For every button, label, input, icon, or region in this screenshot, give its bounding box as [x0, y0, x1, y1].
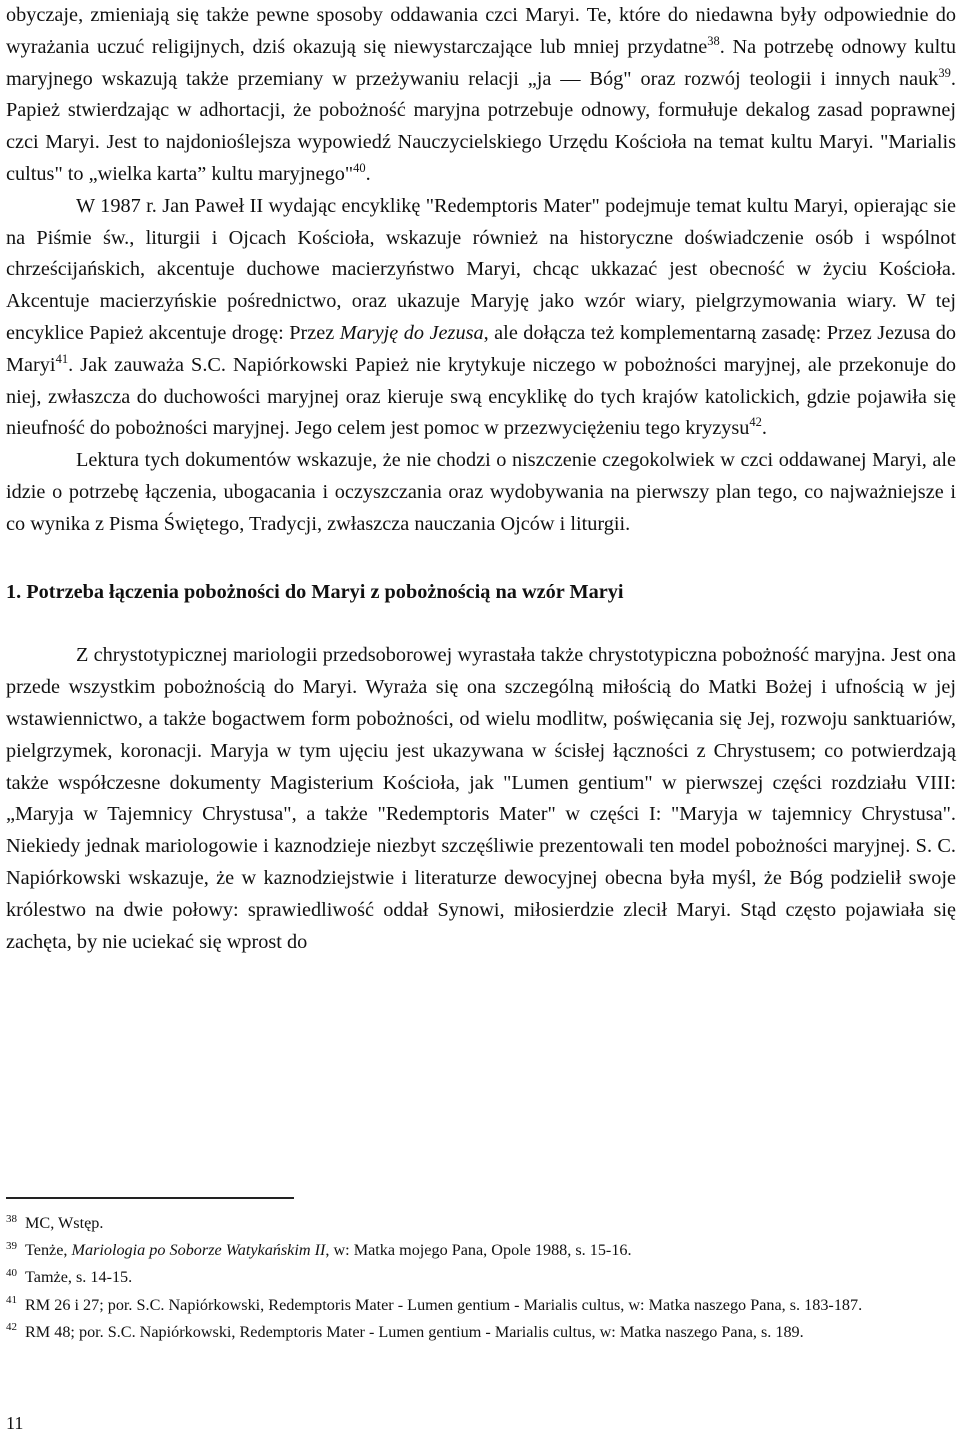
paragraph	[6, 191, 956, 445]
footnote-ref: 39	[938, 65, 951, 80]
footnote-separator	[6, 1197, 294, 1199]
italic-text: Mariologia po Soborze Watykańskim II	[71, 1241, 326, 1260]
footnote-41	[6, 1292, 956, 1319]
text-run: . Papież stwierdzając w adhortacji, że pobożność maryjna potrzebuje odnowy, formułuje dekalog zasad poprawnej czci Maryi. Jest to najdonioślejsza wypowiedź Nauczycielskiego Urzędu Kościoła na temat kultu Maryi. "Marialis cultus" to „wielka karta” kultu maryjnego"	[6, 67, 956, 185]
body-text	[6, 0, 956, 958]
text-run: , ale dołącza też komplementarną zasadę: Przez Jezusa do Maryi	[6, 321, 956, 376]
text-run: . Jak zauważa S.C. Napiórkowski Papież nie krytykuje niczego w pobożności maryjnej, ale przekonuje do niej, zwłaszcza do duchowości maryjnej oraz kieruje swą encyklikę do tych krajów katolickich, gdzie pojawiła się nieufność do pobożności maryjnej. Jego celem jest pomoc w przezwyciężeniu tego kryzysu	[6, 353, 956, 440]
page-number: 11	[6, 1413, 24, 1433]
text-run: . Na potrzebę odnowy kultu maryjnego wskazują także przemiany w przeżywaniu relacji „ja — Bóg" oraz rozwój teologii i innych nauk	[6, 35, 956, 90]
section-paragraph	[6, 640, 956, 958]
paragraph	[6, 0, 956, 191]
spacer	[6, 608, 956, 640]
text-run: RM 48; por. S.C. Napiórkowski, Redemptoris Mater - Lumen gentium - Marialis cultus, w: Matka naszego Pana, s. 189.	[25, 1322, 804, 1341]
text-run: RM 26 i 27; por. S.C. Napiórkowski, Redemptoris Mater - Lumen gentium - Marialis cultus, w: Matka naszego Pana, s. 183-187.	[25, 1295, 863, 1314]
document-page	[6, 0, 956, 958]
paragraph	[6, 445, 956, 540]
footnote-40	[6, 1264, 956, 1291]
text-run: obyczaje, zmieniają się także pewne sposoby oddawania czci Maryi. Te, które do niedawna były odpowiednie do wyrażania uczuć religijnych, dziś okazują się niewystarczające lub mniej przydatne	[6, 4, 956, 58]
text-run: , w: Matka mojego Pana, Opole 1988, s. 15-16.	[325, 1241, 632, 1260]
spacer	[6, 541, 956, 577]
footnote-38	[6, 1210, 956, 1237]
footnote-ref: 41	[55, 352, 69, 366]
footnote-number: 41	[6, 1294, 17, 1307]
italic-text: Maryję do Jezusa	[339, 321, 484, 344]
footnote-number: 40	[6, 1267, 17, 1280]
footnote-42	[6, 1319, 956, 1346]
text-run: Z chrystotypicznej mariologii przedsoborowej wyrastała także chrystotypiczna pobożność maryjna. Jest ona przede wszystkim pobożnością do Maryi. Wyraża się ona szczególną miłością do Matki Bożej i ufnością w jej wstawiennictwo, a także bogactwem form pobożności, od wielu modlitw, poświęcania się Jej, rozwoju sanktuariów, pielgrzymek, koronacji. Maryja w tym ujęciu jest ukazywana w ścisłej łączności z Chrystusem; co potwierdzają także współczesne dokumenty Magisterium Kościoła, jak "Lumen gentium" w pierwszej części rozdziału VIII: „Maryja w Tajemnicy Chrystusa", a także "Redemptoris Mater" w części I: "Maryja w tajemnicy Chrystusa". Niekiedy jednak mariologowie i kaznodzieje niezbyt szczęśliwie prezentowali ten model pobożności maryjnej. S. C. Napiórkowski wskazuje, że w kaznodziejstwie i literaturze dewocyjnej obecna była myśl, że Bóg podzielił swoje królestwo na dwie połowy: sprawiedliwość oddał Synowi, miłosierdzie zlecił Maryi. Stąd często pojawiała się zachęta, by nie uciekać się wprost do	[6, 644, 956, 953]
footnote-number: 39	[6, 1239, 17, 1252]
text-run: W 1987 r. Jan Paweł II wydając encyklikę "Redemptoris Mater" podejmuje temat kultu Maryi, opierając sie na Piśmie św., liturgii i Ojcach Kościoła, wskazuje również na historyczne doświadczenie osób i wspólnot chrześcijańskich, akcentuje duchowe macierzyństwo Maryi, chcąc ukkazać jest obecność w życiu Kościoła. Akcentuje macierzyńskie pośrednictwo, oraz ukazuje Maryję jako wzór wiary, pielgrzymowania wiary. W tej encyklice Papież akcentuje drogę: Przez	[6, 194, 956, 344]
text-run: Tenże,	[25, 1241, 72, 1260]
footnote-ref: 40	[353, 161, 366, 176]
footnote-39	[6, 1237, 956, 1264]
footnote-ref: 42	[749, 415, 762, 430]
text-run: MC, Wstęp.	[25, 1214, 104, 1232]
section-heading: 1. Potrzeba łączenia pobożności do Maryi z pobożnością na wzór Maryi	[6, 580, 624, 603]
text-run: .	[761, 417, 767, 440]
text-run: .	[365, 162, 371, 185]
text-run: Lektura tych dokumentów wskazuje, że nie chodzi o niszczenie czegokolwiek w czci oddawanej Maryi, ale idzie o potrzebę łączenia, ubogacania i oczyszczania oraz wydobywania na pierwszy plan tego, co najważniejsze i co wynika z Pisma Świętego, Tradycji, zwłaszcza nauczania Ojców i liturgii.	[6, 449, 956, 535]
text-run: Tamże, s. 14-15.	[25, 1268, 133, 1287]
footnote-number: 42	[6, 1321, 17, 1334]
footnote-ref: 38	[707, 34, 720, 49]
footnotes	[6, 1210, 956, 1346]
footnote-number: 38	[6, 1212, 17, 1225]
